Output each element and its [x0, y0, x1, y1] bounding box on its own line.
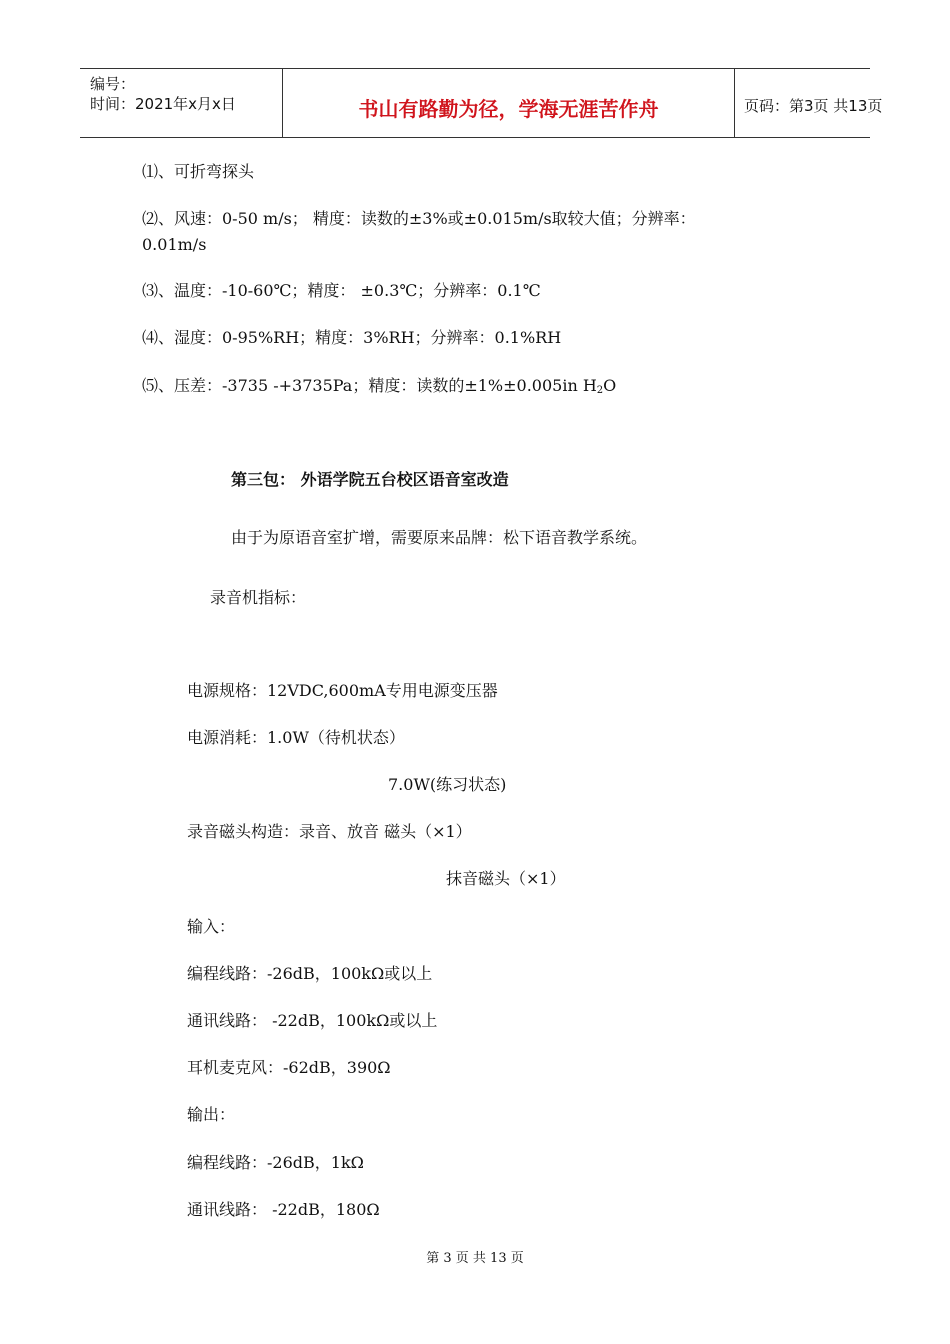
- spec-line: ⑷、湿度：0-95%RH；精度：3%RH；分辨率：0.1%RH: [142, 328, 562, 347]
- header-info-cell: [80, 69, 282, 137]
- recorder-line: 抹音磁头（×1）: [446, 869, 566, 888]
- spec-line: ⑵、风速：0-50 m/s； 精度：读数的±3%或±0.015m/s取较大值；分辨率：: [142, 209, 696, 228]
- recorder-line: 通讯线路： -22dB，180Ω: [187, 1200, 380, 1219]
- recorder-line: 编程线路：-26dB，100kΩ或以上: [187, 964, 433, 983]
- recorder-line: 7.0W(练习状态): [388, 775, 507, 794]
- pressure-text: ⑸、压差：-3735 -+3735Pa；精度：读数的±1%±0.005in H: [142, 376, 597, 395]
- recorder-line: 输出：: [187, 1105, 236, 1124]
- recorder-line: 电源消耗：1.0W（待机状态）: [187, 728, 405, 747]
- number-label: 编号：: [90, 75, 136, 93]
- page-footer: 第 3 页 共 13 页: [426, 1251, 524, 1266]
- page-header: [80, 68, 883, 138]
- section-title: 第三包： 外语学院五台校区语音室改造: [231, 470, 509, 489]
- intro-paragraph: 由于为原语音室扩增，需要原来品牌：松下语音教学系统。: [231, 528, 648, 547]
- spec-line: ⑴、可折弯探头: [142, 162, 255, 181]
- spec-line: 0.01m/s: [142, 235, 207, 254]
- pressure-tail: O: [603, 376, 617, 395]
- spec-line-pressure: [142, 376, 616, 401]
- recorder-line: 编程线路：-26dB，1kΩ: [187, 1153, 364, 1172]
- page-label: 页码：第3页 共13页: [744, 97, 883, 115]
- header-motto-cell: [282, 69, 735, 137]
- recorder-line: 电源规格：12VDC,600mA专用电源变压器: [187, 681, 498, 700]
- motto: 书山有路勤为径，学海无涯苦作舟: [358, 97, 659, 121]
- recorder-line: 输入：: [187, 917, 236, 936]
- header-page-cell: [734, 69, 883, 137]
- spec-line: ⑶、温度：-10-60℃；精度： ±0.3℃；分辨率：0.1℃: [142, 281, 541, 300]
- pressure-subscript: 2: [596, 385, 604, 396]
- time-label: 时间：2021年x月x日: [90, 95, 236, 113]
- recorder-title: 录音机指标：: [210, 588, 307, 607]
- recorder-line: 录音磁头构造：录音、放音 磁头（×1）: [187, 822, 472, 841]
- recorder-line: 通讯线路： -22dB，100kΩ或以上: [187, 1011, 438, 1030]
- recorder-line: 耳机麦克风：-62dB，390Ω: [187, 1058, 391, 1077]
